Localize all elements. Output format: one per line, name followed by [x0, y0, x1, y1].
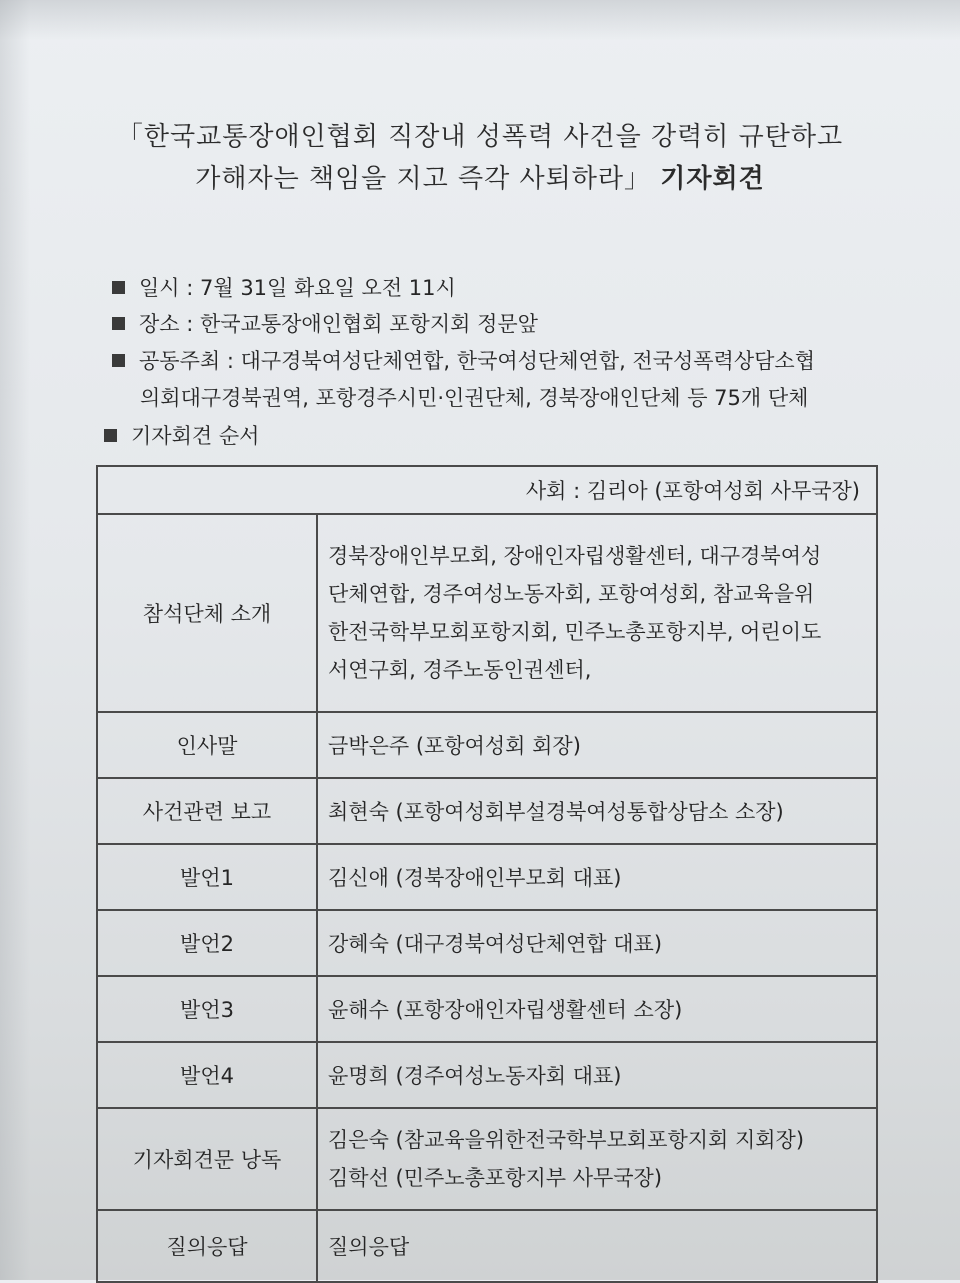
- agenda-label: 참석단체 소개: [97, 514, 317, 712]
- agenda-value: [317, 1108, 877, 1210]
- title-line1-text: 「한국교통장애인협회 직장내 성폭력 사건을 강력히 규탄하고: [116, 122, 844, 152]
- document-title-line2: [80, 158, 880, 195]
- agenda-table: [96, 465, 878, 1283]
- agenda-value: 최현숙 (포항여성회부설경북여성통합상담소 소장): [317, 778, 877, 844]
- document-title-line1: [80, 116, 880, 153]
- table-row: [97, 844, 877, 910]
- agenda-label: 발언1: [97, 844, 317, 910]
- info-datetime: [112, 272, 456, 302]
- agenda-label: 질의응답: [97, 1210, 317, 1282]
- agenda-value-line: 서연구회, 경주노동인권센터,: [328, 658, 592, 682]
- info-hosts-text-2: 의회대구경북권역, 포항경주시민·인권단체, 경북장애인단체 등 75개 단체: [140, 386, 809, 410]
- info-datetime-text: 일시 : 7월 31일 화요일 오전 11시: [139, 276, 456, 300]
- info-order-heading: [104, 420, 259, 450]
- agenda-label: 사건관련 보고: [97, 778, 317, 844]
- agenda-label: 기자회견문 낭독: [97, 1108, 317, 1210]
- square-bullet-icon: [112, 354, 125, 367]
- table-row: [97, 712, 877, 778]
- info-place: [112, 308, 538, 338]
- info-order-heading-text: 기자회견 순서: [131, 424, 260, 448]
- agenda-value-line: 한전국학부모회포항지회, 민주노총포항지부, 어린이도: [328, 620, 822, 644]
- info-hosts-continued: [140, 382, 808, 412]
- agenda-value-line: 김학선 (민주노총포항지부 사무국장): [328, 1166, 663, 1190]
- info-hosts: [112, 345, 815, 375]
- agenda-value: 강혜숙 (대구경북여성단체연합 대표): [317, 910, 877, 976]
- table-row: [97, 514, 877, 712]
- square-bullet-icon: [112, 317, 125, 330]
- agenda-label: 발언2: [97, 910, 317, 976]
- table-row: [97, 976, 877, 1042]
- agenda-label: 인사말: [97, 712, 317, 778]
- agenda-value: 윤명희 (경주여성노동자회 대표): [317, 1042, 877, 1108]
- agenda-value-line: 김은숙 (참교육을위한전국학부모회포항지회 지회장): [328, 1128, 805, 1152]
- table-row: [97, 910, 877, 976]
- agenda-moderator-row: [97, 466, 877, 514]
- agenda-label: 발언4: [97, 1042, 317, 1108]
- moderator-cell: 사회 : 김리아 (포항여성회 사무국장): [97, 466, 877, 514]
- agenda-value-line: 경북장애인부모회, 장애인자립생활센터, 대구경북여성: [328, 544, 822, 568]
- page-shadow-top: [0, 0, 960, 40]
- table-row: [97, 1108, 877, 1210]
- title-line2-bold: 기자회견: [660, 164, 765, 194]
- square-bullet-icon: [112, 281, 125, 294]
- agenda-value: 윤해수 (포항장애인자립생활센터 소장): [317, 976, 877, 1042]
- table-row: [97, 778, 877, 844]
- agenda-value: 금박은주 (포항여성회 회장): [317, 712, 877, 778]
- info-hosts-text-1: 공동주최 : 대구경북여성단체연합, 한국여성단체연합, 전국성폭력상담소협: [139, 349, 815, 373]
- agenda-value-line: 단체연합, 경주여성노동자회, 포항여성회, 참교육을위: [328, 582, 815, 606]
- title-line2-text: 가해자는 책임을 지고 즉각 사퇴하라」: [195, 164, 652, 194]
- agenda-value: [317, 514, 877, 712]
- info-place-text: 장소 : 한국교통장애인협회 포항지회 정문앞: [139, 312, 538, 336]
- square-bullet-icon: [104, 429, 117, 442]
- agenda-value: 질의응답: [317, 1210, 877, 1282]
- agenda-value: 김신애 (경북장애인부모회 대표): [317, 844, 877, 910]
- table-row: [97, 1042, 877, 1108]
- agenda-label: 발언3: [97, 976, 317, 1042]
- page-shadow-left: [0, 0, 30, 1280]
- table-row: [97, 1210, 877, 1282]
